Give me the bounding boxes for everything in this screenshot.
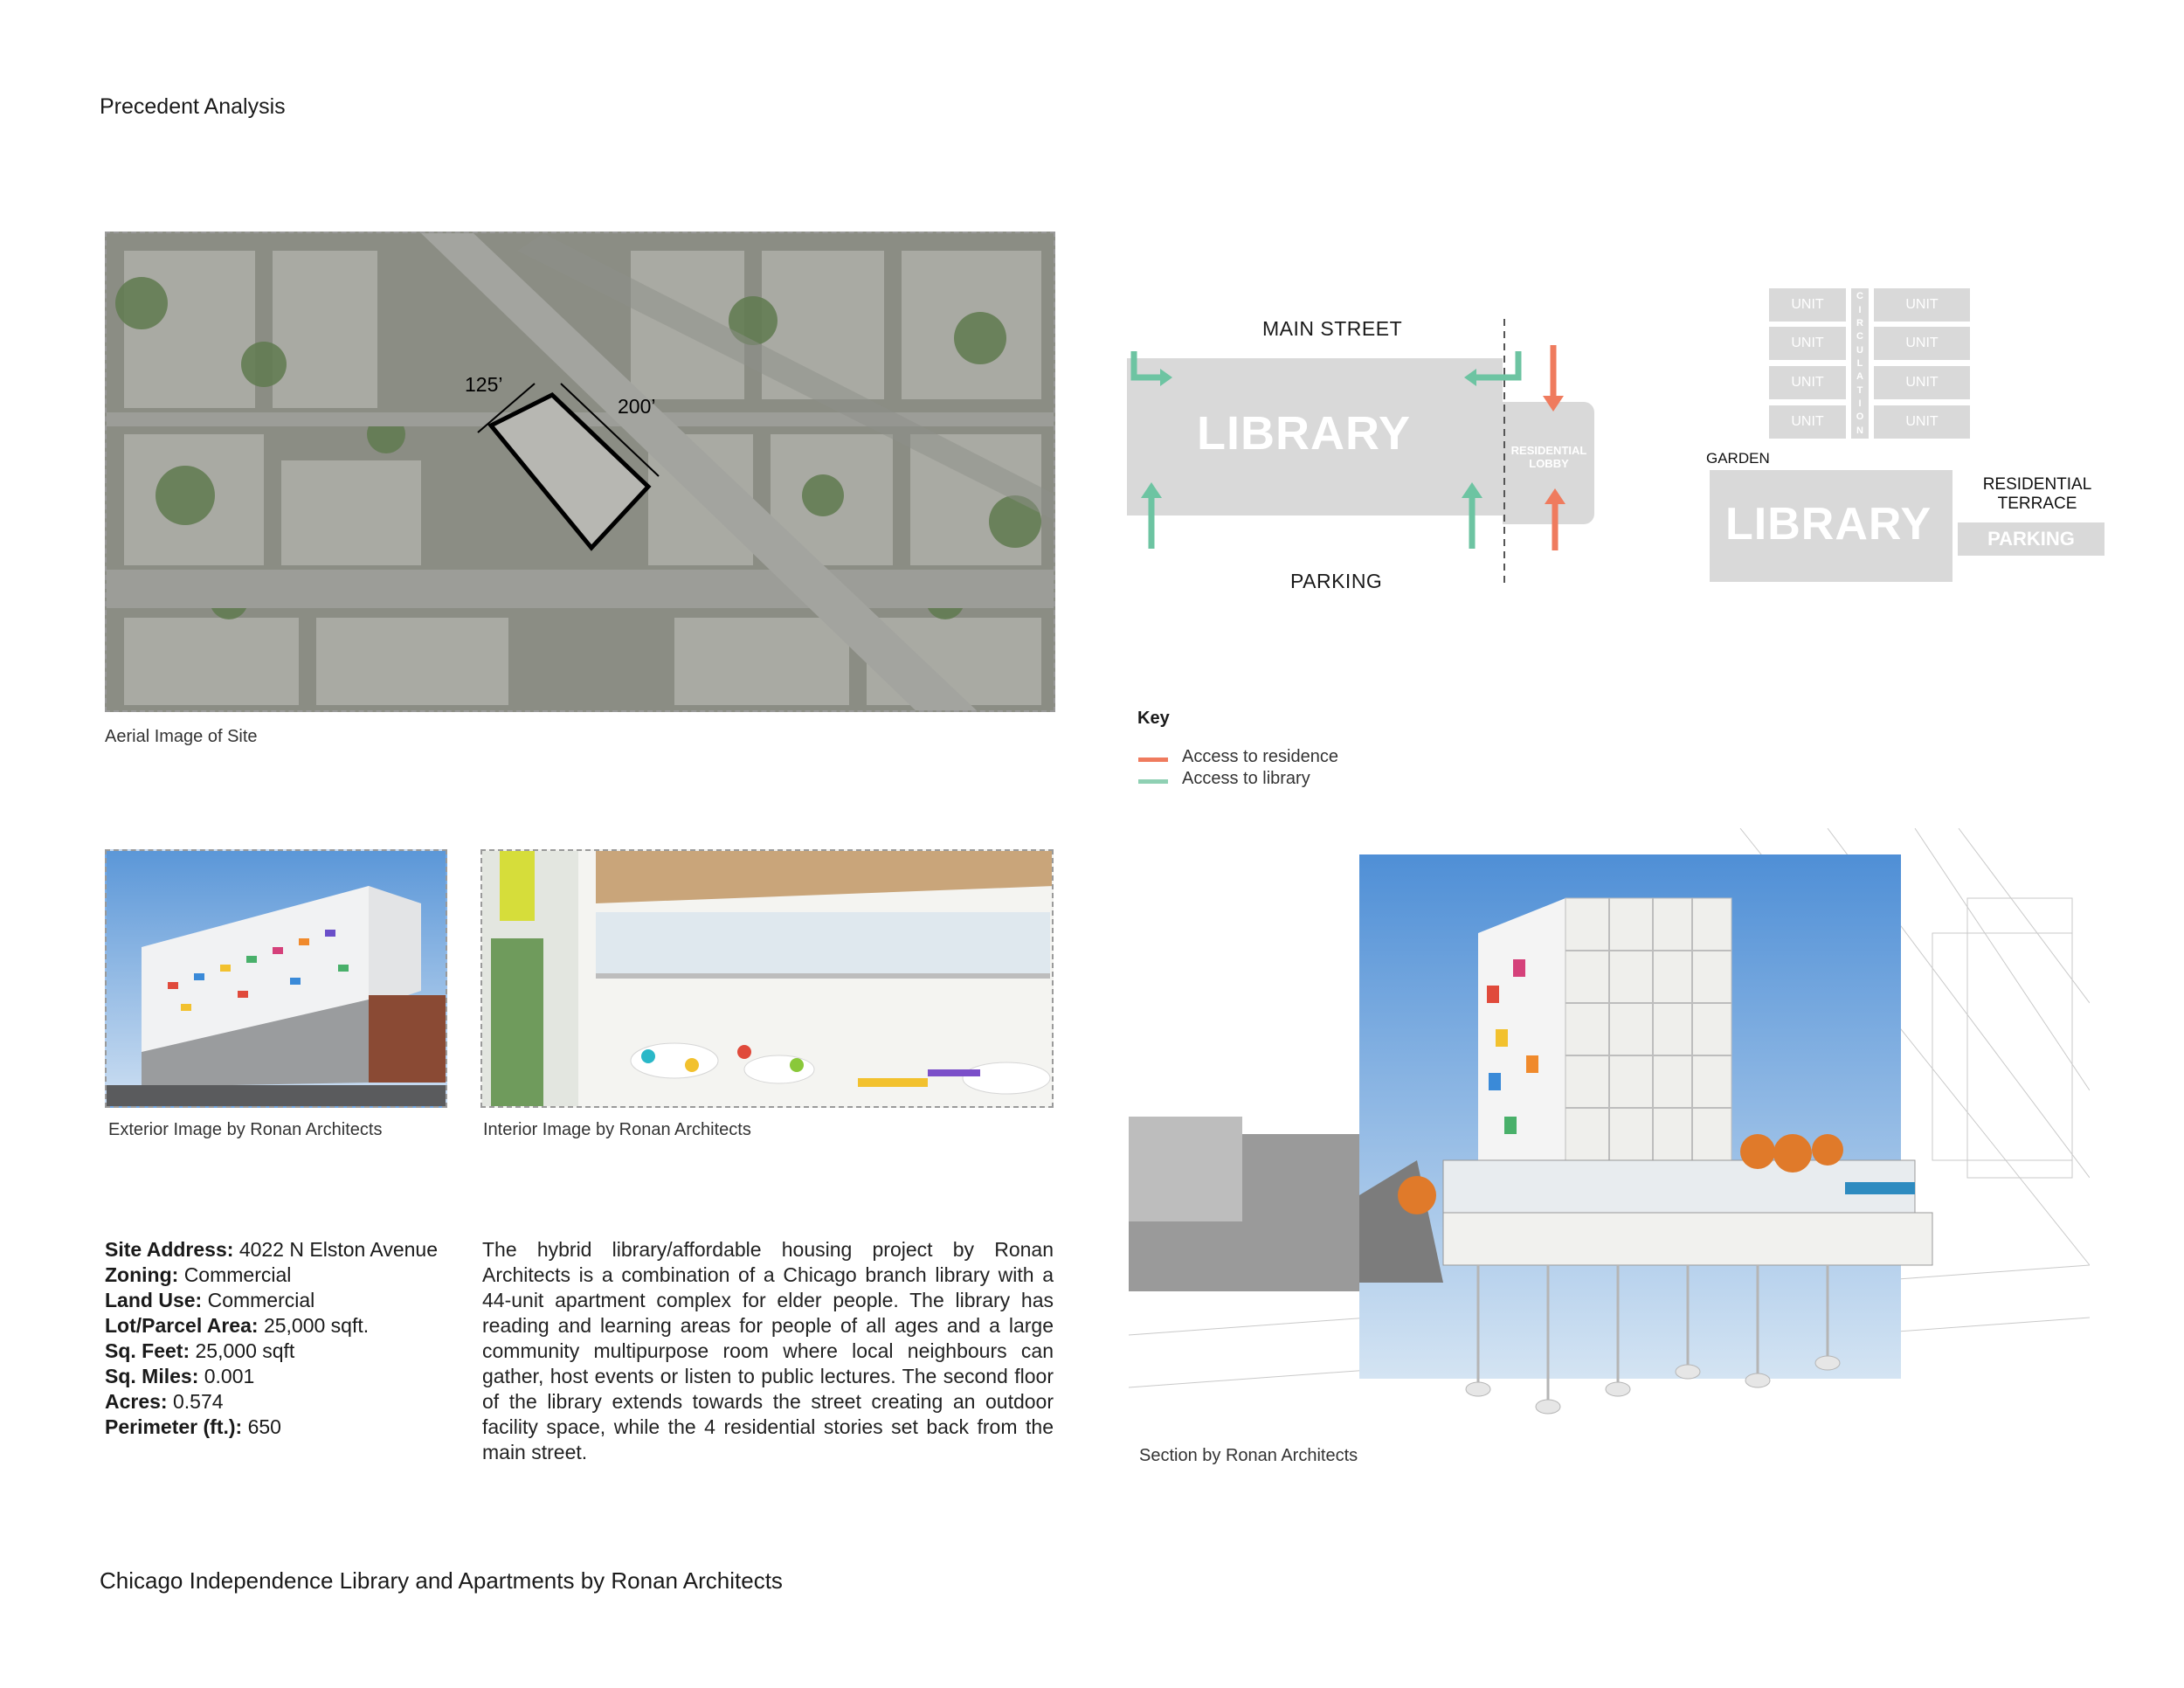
unit-block: UNIT bbox=[1874, 288, 1970, 322]
project-description: The hybrid library/affordable housing project by Ronan Architects is a combination of a Chicago branch library with a 44-unit apartment complex for elder people. The library has reading and learning areas for people of all ages and a large community multipurpose room where local neighbours can gather, host events or listen to public lectures. The second floor of the library extends towards the street creating an outdoor facility space, while the 4 residential stories set back from the main street. bbox=[482, 1238, 1054, 1463]
residential-terrace-label: RESIDENTIAL TERRACE bbox=[1982, 475, 2092, 513]
exterior-caption: Exterior Image by Ronan Architects bbox=[108, 1120, 383, 1139]
key-title: Key bbox=[1137, 709, 1170, 728]
footer-title: Chicago Independence Library and Apartments by Ronan Architects bbox=[100, 1567, 783, 1594]
unit-block: UNIT bbox=[1769, 405, 1846, 439]
dimension-long: 200’ bbox=[618, 395, 656, 418]
main-street-label: MAIN STREET bbox=[1262, 317, 1403, 340]
key-swatch-library bbox=[1138, 779, 1168, 784]
parking-label: PARKING bbox=[1290, 570, 1383, 592]
section-illustration bbox=[1129, 828, 2090, 1440]
exterior-illustration bbox=[107, 851, 447, 1108]
circulation-column: C I R C U L A T I O N bbox=[1851, 288, 1869, 439]
aerial-image bbox=[105, 232, 1055, 712]
unit-block: UNIT bbox=[1769, 366, 1846, 399]
exterior-image bbox=[105, 849, 447, 1108]
unit-block: UNIT bbox=[1874, 327, 1970, 360]
unit-block: UNIT bbox=[1874, 366, 1970, 399]
unit-block: UNIT bbox=[1769, 288, 1846, 322]
library-label: LIBRARY bbox=[1197, 407, 1411, 460]
parking-stack-block: PARKING bbox=[1958, 522, 2105, 556]
site-info-row: Lot/Parcel Area: 25,000 sqft. bbox=[105, 1314, 370, 1337]
key-item-library: Access to library bbox=[1182, 769, 1310, 788]
site-info-row: Zoning: Commercial bbox=[105, 1263, 292, 1286]
page-title: Precedent Analysis bbox=[100, 94, 286, 119]
site-info-row: Sq. Feet: 25,000 sqft bbox=[105, 1339, 295, 1362]
unit-block: UNIT bbox=[1874, 405, 1970, 439]
key-swatch-residence bbox=[1138, 758, 1168, 762]
aerial-map bbox=[107, 233, 1055, 712]
stack-diagram bbox=[1695, 288, 2097, 568]
site-info-row: Perimeter (ft.): 650 bbox=[105, 1415, 281, 1438]
site-info-row: Acres: 0.574 bbox=[105, 1390, 224, 1413]
unit-block: UNIT bbox=[1769, 327, 1846, 360]
library-stack-label: LIBRARY bbox=[1725, 499, 1932, 550]
dimension-short: 125’ bbox=[465, 373, 503, 396]
access-diagram bbox=[1127, 306, 1599, 603]
interior-caption: Interior Image by Ronan Architects bbox=[483, 1120, 751, 1139]
site-info-row: Land Use: Commercial bbox=[105, 1289, 315, 1311]
site-info-row: Site Address: 4022 N Elston Avenue bbox=[105, 1238, 439, 1261]
site-info-list bbox=[105, 1237, 438, 1440]
site-info-row: Sq. Miles: 0.001 bbox=[105, 1365, 255, 1387]
aerial-caption: Aerial Image of Site bbox=[105, 727, 258, 746]
access-arrows bbox=[1127, 306, 1599, 603]
garden-label: GARDEN bbox=[1706, 450, 1770, 467]
section-caption: Section by Ronan Architects bbox=[1139, 1446, 1358, 1465]
interior-illustration bbox=[482, 851, 1054, 1108]
residential-lobby-label: RESIDENTIAL LOBBY bbox=[1510, 444, 1587, 470]
key-item-residence: Access to residence bbox=[1182, 747, 1338, 766]
interior-image bbox=[480, 849, 1054, 1108]
section-image bbox=[1129, 828, 2090, 1440]
